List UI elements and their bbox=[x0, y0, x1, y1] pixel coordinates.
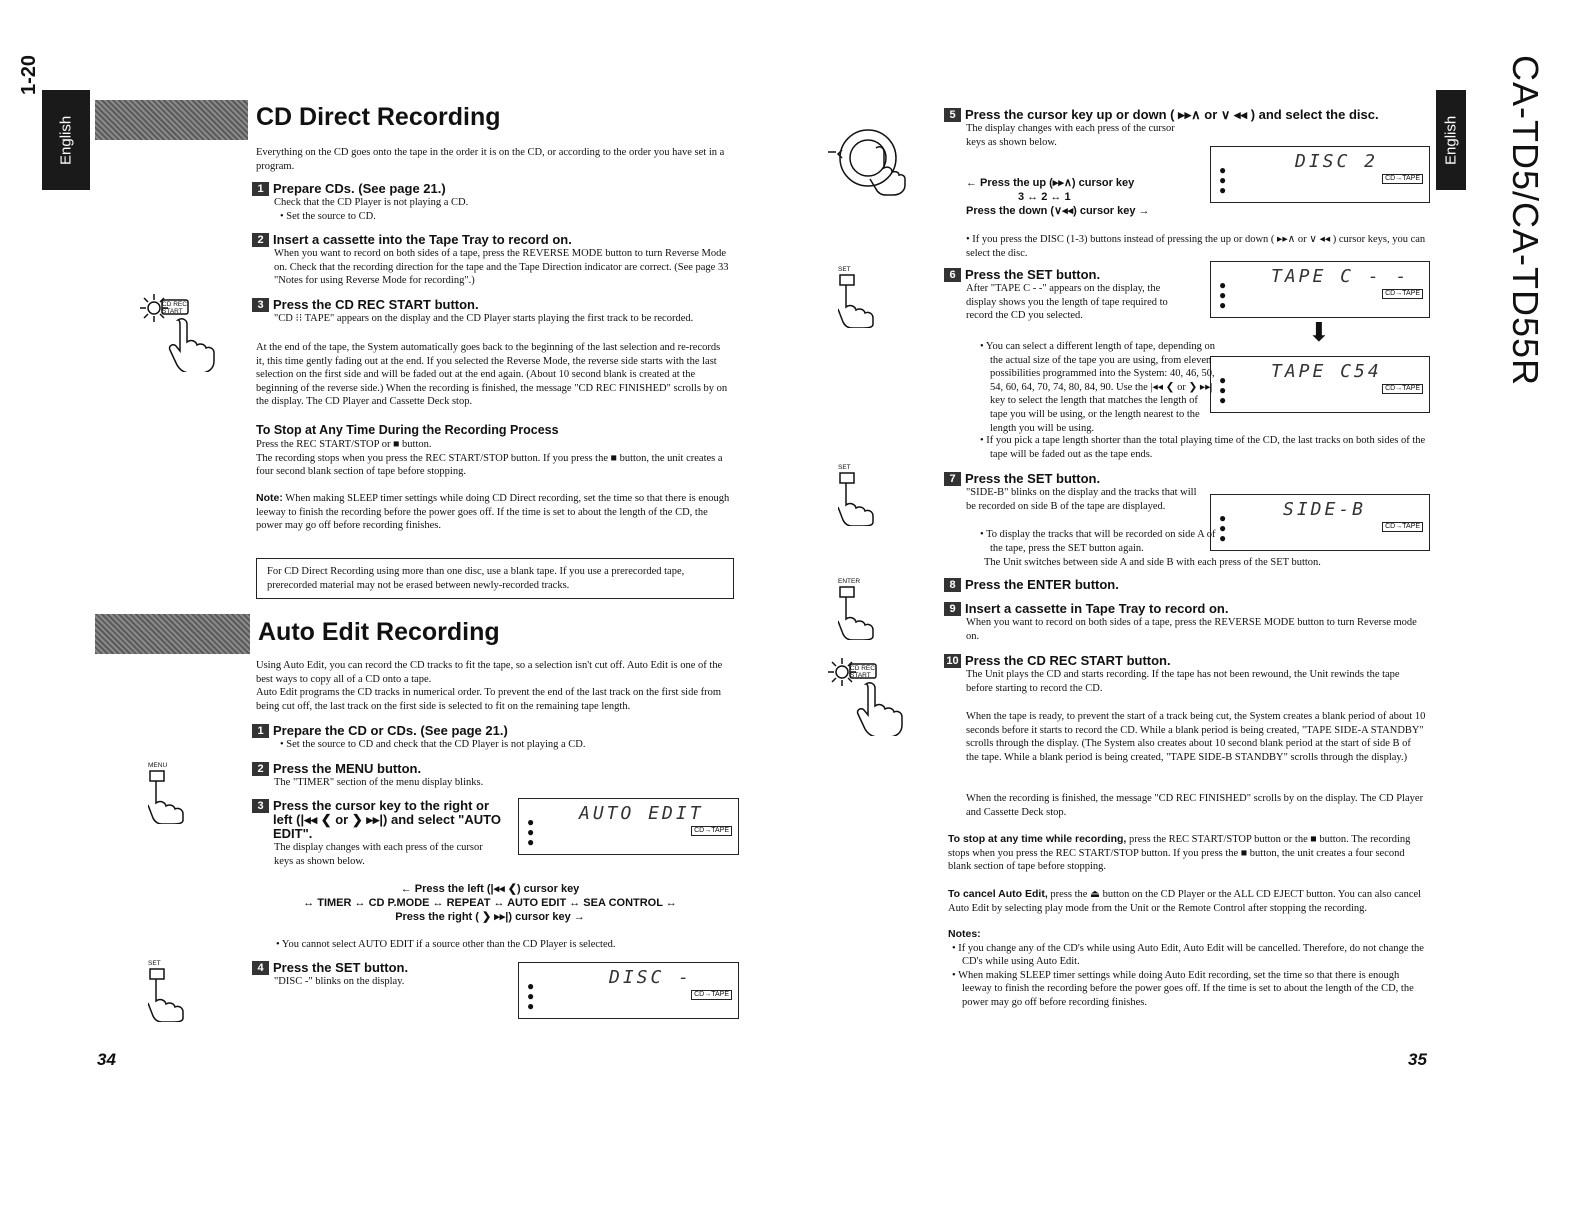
seq-line: Press the down (∨◂◂) cursor key → bbox=[966, 205, 1150, 217]
icon-label: CD REC START bbox=[162, 301, 187, 315]
cancel-label: To cancel Auto Edit, bbox=[948, 888, 1048, 900]
lcd-display bbox=[1210, 261, 1430, 318]
icon-label: SET bbox=[838, 464, 851, 471]
stop-line: The recording stops when you press the REC START/STOP button. If you press the ■ button, the unit creates a four second blank section of tape before stopping. bbox=[256, 452, 723, 478]
step-title: Prepare CDs. (See page 21.) bbox=[273, 181, 446, 196]
step-number: 4 bbox=[252, 961, 269, 975]
bullet-note: • You can select a different length of tape, depending on the actual size of the tape you are using, from eleven possibilities programmed into the System: 40, 46, 50, 54, 60, 64, 70, 74, 80, 84, 90. Use the |◂◂ ❮ or ❯ ▸▸| key to select the length that matches the length of tape you will be using, or the length nearest to the length you will be using. bbox=[980, 341, 1215, 434]
icon-label: CD REC START bbox=[850, 665, 875, 679]
stop-text bbox=[256, 438, 731, 479]
arrow-down-icon: ⬇ bbox=[1308, 318, 1330, 347]
disc-stack-icon: ● ● ● bbox=[527, 815, 535, 849]
cursor-sequence bbox=[250, 882, 730, 924]
step-number: 10 bbox=[944, 654, 961, 668]
set-hand-icon bbox=[148, 960, 218, 1020]
disc-stack-icon: ● ● ● bbox=[1219, 163, 1227, 197]
step-7 bbox=[944, 472, 1204, 513]
step-bullet: • Set the source to CD and check that the CD Player is not playing a CD. bbox=[280, 739, 586, 750]
cd-rec-start-hand-icon bbox=[138, 292, 228, 372]
cancel-instructions bbox=[948, 888, 1428, 915]
step-8 bbox=[944, 578, 1424, 592]
switch-line: The Unit switches between side A and side B with each press of the SET button. bbox=[984, 557, 1321, 568]
step-1 bbox=[252, 724, 732, 752]
cd-tape-badge: CD→TAPE bbox=[1382, 522, 1423, 532]
page-reference: 1-20 bbox=[18, 55, 40, 96]
step-2 bbox=[252, 233, 732, 288]
step-title: Prepare the CD or CDs. (See page 21.) bbox=[273, 723, 508, 738]
cd-tape-badge: CD→TAPE bbox=[1382, 384, 1423, 394]
step-title: Press the SET button. bbox=[965, 471, 1101, 486]
stop-line: Press the REC START/STOP or ■ button. bbox=[256, 439, 432, 450]
step-number: 3 bbox=[252, 799, 269, 813]
step-bullet: • Set the source to CD. bbox=[280, 210, 376, 222]
section-title: CD Direct Recording bbox=[256, 103, 501, 131]
notes bbox=[948, 928, 1428, 1010]
step-title: Press the SET button. bbox=[273, 960, 409, 975]
step-number: 6 bbox=[944, 268, 961, 282]
paragraph: When the tape is ready, to prevent the start of a track being cut, the System creates a blank period of about 10 seconds before it starts to record the CD. While a blank period is being created, "TAPE SIDE-A STANDBY" scrolls through the display. (The System also creates about 10 second blank period at the start of side B of the tape. While a blank period is being created, "TAPE SIDE-B STANDBY" scrolls through the display.) bbox=[966, 711, 1426, 763]
section-intro: Everything on the CD goes onto the tape in the order it is on the CD, or according to the order you have set in a program. bbox=[256, 147, 725, 172]
stop-text: press the REC START/STOP button or the ■ button. The recording stops when you press the REC START/STOP button. If you press the ■ button, the unit creates a four second blank section of tape before stopping. bbox=[948, 834, 1411, 873]
intro-line: Using Auto Edit, you can record the CD tracks to fit the tape, so a selection isn't cut off. Auto Edit is one of the best ways to copy all of a CD onto a tape. bbox=[256, 660, 723, 685]
seq-line: Press the right ( ❯ ▸▸|) cursor key → bbox=[395, 911, 585, 923]
step-3 bbox=[252, 799, 502, 868]
note-item: • When making SLEEP timer settings while doing Auto Edit recording, set the time so that there is enough leeway to finish the recording before the power goes off. If the time is set to about the length of the CD, the power may go off before recording finishes. bbox=[952, 969, 1414, 1008]
step-title: Press the CD REC START button. bbox=[273, 297, 479, 312]
language-tab-right bbox=[1436, 90, 1466, 190]
stop-instructions bbox=[948, 833, 1428, 874]
cd-rec-start-hand-icon bbox=[826, 656, 916, 736]
step-line: "DISC -" blinks on the display. bbox=[274, 976, 405, 987]
section-intro bbox=[256, 659, 734, 713]
bullet-note: • If you press the DISC (1-3) buttons instead of pressing the up or down ( ▸▸∧ or ∨ ◂◂ ) cursor keys, you can select the disc. bbox=[966, 234, 1426, 259]
language-tab-label: English bbox=[57, 115, 75, 165]
step-number: 1 bbox=[252, 724, 269, 738]
language-tab-left bbox=[42, 90, 90, 190]
seq-line: ← Press the left (|◂◂ ❮) cursor key bbox=[400, 883, 580, 895]
step-number: 9 bbox=[944, 602, 961, 616]
cd-tape-badge: CD→TAPE bbox=[1382, 289, 1423, 299]
lcd-display bbox=[1210, 494, 1430, 551]
step-number: 5 bbox=[944, 108, 961, 122]
bullet-note: • To display the tracks that will be recorded on side A of the tape, press the SET button again. bbox=[980, 529, 1216, 554]
step-line: After "TAPE C - -" appears on the display, the display shows you the length of tape required to record the CD you selected. bbox=[966, 283, 1168, 322]
step-title: Press the cursor key to the right or left (|◂◂ ❮ or ❯ ▸▸|) and select "AUTO EDIT". bbox=[273, 798, 501, 841]
step-6 bbox=[944, 268, 1184, 323]
step-1 bbox=[252, 182, 732, 223]
step-line: When you want to record on both sides of a tape, press the REVERSE MODE button to turn Reverse Mode on. Check that the recording direction for the tape and the Tape Direction indicator are correct. (See page 33 "Notes for using Reverse Mode for recording".) bbox=[274, 248, 729, 287]
lcd-text: DISC 2 bbox=[1295, 151, 1379, 172]
cd-tape-badge: CD→TAPE bbox=[691, 826, 732, 836]
lcd-text: TAPE C - - bbox=[1271, 266, 1410, 287]
step-2 bbox=[252, 762, 732, 790]
step-line: Check that the CD Player is not playing a CD. bbox=[274, 197, 469, 208]
step-5 bbox=[944, 108, 1424, 149]
step-number: 1 bbox=[252, 182, 269, 196]
cursor-sequence bbox=[960, 176, 1160, 218]
step-9 bbox=[944, 602, 1424, 643]
step-number: 2 bbox=[252, 762, 269, 776]
enter-hand-icon bbox=[838, 578, 908, 638]
step-number: 7 bbox=[944, 472, 961, 486]
lcd-display bbox=[518, 798, 739, 855]
disc-stack-icon: ● ● ● bbox=[527, 979, 535, 1013]
paragraph: When the recording is finished, the message "CD REC FINISHED" scrolls by on the display. The CD Player and Cassette Deck stop. bbox=[966, 793, 1424, 818]
step-10 bbox=[944, 654, 1424, 695]
disc-stack-icon: ● ● ● bbox=[1219, 511, 1227, 545]
step-title: Press the ENTER button. bbox=[965, 577, 1119, 592]
icon-label: MENU bbox=[148, 762, 168, 769]
note-text: When making SLEEP timer settings while doing CD Direct recording, set the time so that there is enough leeway to finish the recording before the power goes off. If the time is set to about the length of the CD, the power may go off before recording finishes. bbox=[256, 493, 730, 532]
step-4 bbox=[252, 961, 502, 989]
step-3 bbox=[252, 298, 732, 326]
lcd-text: TAPE C54 bbox=[1271, 361, 1382, 382]
seq-line: 3 ↔ 2 ↔ 1 bbox=[1018, 191, 1071, 203]
seq-line: ↔ TIMER ↔ CD P.MODE ↔ REPEAT ↔ AUTO EDIT ↔ SEA CONTROL ↔ bbox=[303, 897, 677, 909]
step-title: Press the SET button. bbox=[965, 267, 1101, 282]
step-line: "CD ⁝⁝ TAPE" appears on the display and the CD Player starts playing the first track to be recorded. bbox=[274, 313, 694, 324]
step-line: "SIDE-B" blinks on the display and the tracks that will be recorded on side B of the tape are displayed. bbox=[966, 487, 1197, 512]
step-line: When you want to record on both sides of a tape, press the REVERSE MODE button to turn Reverse mode on. bbox=[966, 617, 1417, 642]
lcd-text: DISC - bbox=[609, 967, 693, 988]
seq-line: ← Press the up (▸▸∧) cursor key bbox=[966, 177, 1135, 189]
bullet-note: • If you pick a tape length shorter than the total playing time of the CD, the last tracks on both sides of the tape will be faded out as the tape ends. bbox=[980, 435, 1426, 460]
step-line: The display changes with each press of the cursor keys as shown below. bbox=[966, 123, 1175, 148]
cd-tape-badge: CD→TAPE bbox=[1382, 174, 1423, 184]
step-title: Press the CD REC START button. bbox=[965, 653, 1171, 668]
step-line: The "TIMER" section of the menu display blinks. bbox=[274, 777, 484, 788]
set-hand-icon bbox=[838, 266, 908, 326]
cancel-text: press the ⏏ button on the CD Player or the ALL CD EJECT button. You can also cancel Auto Edit by selecting play mode from the Unit or the Remote Control after stopping the recording. bbox=[948, 889, 1422, 914]
step-number: 8 bbox=[944, 578, 961, 592]
note-label: Note: bbox=[256, 492, 283, 504]
step-title: Press the MENU button. bbox=[273, 761, 422, 776]
disc-stack-icon: ● ● ● bbox=[1219, 373, 1227, 407]
icon-label: ENTER bbox=[838, 578, 861, 585]
step-title: Insert a cassette into the Tape Tray to record on. bbox=[273, 232, 572, 247]
paragraph: At the end of the tape, the System automatically goes back to the beginning of the last selection and re-records it, this time gently fading out at the end. If you selected the Reverse Mode, the reverse side starts with the last selection on the first side and will be faded out at the end again. (About 10 second blank is created at the beginning of the reverse side.) When the recording is finished, the message "CD REC FINISHED" scrolls by on the display. The CD Player and Cassette Deck stop. bbox=[256, 342, 728, 408]
step-line: The Unit plays the CD and starts recording. If the tape has not been rewound, the Unit rewinds the tape before starting to record the CD. bbox=[966, 669, 1400, 694]
icon-label: SET bbox=[838, 266, 851, 273]
section-title: Auto Edit Recording bbox=[258, 618, 500, 646]
notes-label: Notes: bbox=[948, 928, 981, 940]
bullet-note: • You cannot select AUTO EDIT if a source other than the CD Player is selected. bbox=[276, 939, 616, 950]
disc-stack-icon: ● ● ● bbox=[1219, 278, 1227, 312]
step-number: 2 bbox=[252, 233, 269, 247]
lcd-display bbox=[1210, 146, 1430, 203]
lcd-display bbox=[1210, 356, 1430, 413]
language-tab-label: English bbox=[1442, 115, 1460, 165]
step-number: 3 bbox=[252, 298, 269, 312]
set-hand-icon bbox=[838, 464, 908, 524]
page-number: 34 bbox=[97, 1050, 116, 1069]
note bbox=[256, 492, 731, 533]
lcd-text: AUTO EDIT bbox=[579, 803, 704, 824]
intro-line: Auto Edit programs the CD tracks in numerical order. To prevent the end of the last track on the first side from being cut off, the last track on the first side is selected to fit on the remaining tape length. bbox=[256, 687, 722, 712]
section-banner bbox=[95, 100, 248, 140]
stop-label: To stop at any time while recording, bbox=[948, 833, 1127, 845]
note-item: • If you change any of the CD's while using Auto Edit, Auto Edit will be cancelled. Therefore, do not change the CD's while using Auto Edit. bbox=[952, 942, 1424, 968]
subheading: To Stop at Any Time During the Recording Process bbox=[256, 423, 559, 437]
cursor-dial-hand-icon bbox=[828, 120, 918, 210]
model-name: CA-TD5/CA-TD55R bbox=[1505, 55, 1546, 387]
boxed-note: For CD Direct Recording using more than one disc, use a blank tape. If you use a prerecorded tape, prerecorded material may not be erased between newly-recorded tracks. bbox=[256, 558, 734, 599]
page-number: 35 bbox=[1408, 1050, 1427, 1069]
menu-hand-icon bbox=[148, 762, 218, 822]
icon-label: SET bbox=[148, 960, 161, 967]
step-line: The display changes with each press of the cursor keys as shown below. bbox=[274, 842, 483, 867]
step-title: Press the cursor key up or down ( ▸▸∧ or ∨ ◂◂ ) and select the disc. bbox=[965, 107, 1379, 122]
step-title: Insert a cassette in Tape Tray to record on. bbox=[965, 601, 1229, 616]
lcd-display bbox=[518, 962, 739, 1019]
cd-tape-badge: CD→TAPE bbox=[691, 990, 732, 1000]
lcd-text: SIDE-B bbox=[1283, 499, 1367, 520]
section-banner bbox=[95, 614, 250, 654]
